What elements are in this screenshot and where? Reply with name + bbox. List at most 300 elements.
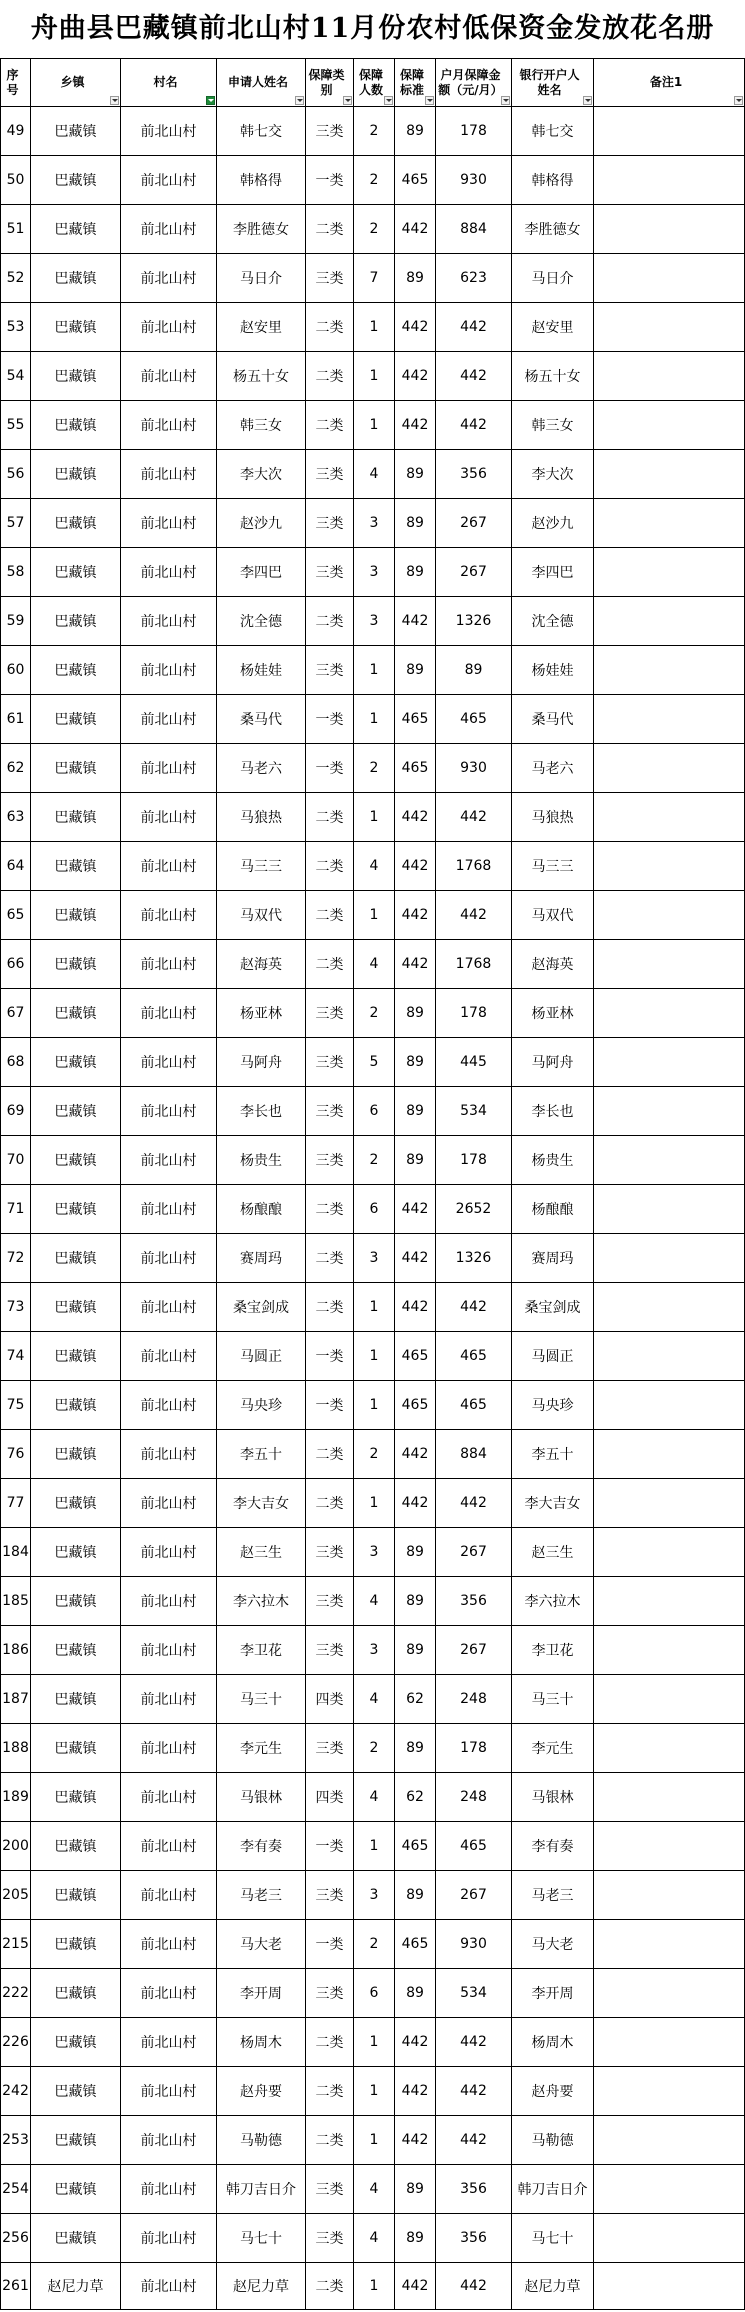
village-cell: 前北山村: [121, 793, 217, 842]
header-row: [1, 59, 745, 107]
standard-cell: 442: [395, 2263, 436, 2310]
remark-cell: [594, 2263, 745, 2310]
applicant-name-cell: 赵海英: [217, 940, 306, 989]
header-label: 序号: [6, 67, 19, 97]
amount-cell: 465: [436, 1332, 512, 1381]
amount-cell: 1768: [436, 940, 512, 989]
persons-cell: 1: [354, 891, 395, 940]
persons-cell: 2: [354, 205, 395, 254]
serial-cell: 49: [1, 107, 31, 156]
account-holder-cell: 杨酿酿: [512, 1185, 594, 1234]
filter-dropdown-icon[interactable]: [583, 96, 592, 105]
amount-cell: 267: [436, 1626, 512, 1675]
filter-dropdown-icon[interactable]: [384, 96, 393, 105]
account-holder-cell: 李六拉木: [512, 1577, 594, 1626]
serial-cell: 62: [1, 744, 31, 793]
account-holder-cell: 赵安里: [512, 303, 594, 352]
table-row: [1, 156, 745, 205]
amount-cell: 248: [436, 1675, 512, 1724]
remark-cell: [594, 940, 745, 989]
remark-cell: [594, 1430, 745, 1479]
table-row: [1, 744, 745, 793]
township-cell: 巴藏镇: [31, 2165, 121, 2214]
standard-cell: 442: [395, 2067, 436, 2116]
table-row: [1, 1283, 745, 1332]
filter-dropdown-icon[interactable]: [343, 96, 352, 105]
category-cell: 四类: [306, 1773, 354, 1822]
serial-cell: 52: [1, 254, 31, 303]
account-holder-cell: 赵沙九: [512, 499, 594, 548]
standard-cell: 442: [395, 352, 436, 401]
amount-cell: 248: [436, 1773, 512, 1822]
standard-cell: 89: [395, 450, 436, 499]
applicant-name-cell: 李长也: [217, 1087, 306, 1136]
table-row: [1, 2067, 745, 2116]
persons-cell: 2: [354, 744, 395, 793]
category-cell: 二类: [306, 940, 354, 989]
table-row: [1, 1773, 745, 1822]
category-cell: 三类: [306, 989, 354, 1038]
persons-cell: 1: [354, 695, 395, 744]
township-cell: 巴藏镇: [31, 695, 121, 744]
remark-cell: [594, 1969, 745, 2018]
table-row: [1, 205, 745, 254]
remark-cell: [594, 1626, 745, 1675]
category-cell: 三类: [306, 548, 354, 597]
village-cell: 前北山村: [121, 1283, 217, 1332]
amount-cell: 465: [436, 1381, 512, 1430]
header-label: 备注1: [649, 75, 683, 89]
persons-cell: 1: [354, 2018, 395, 2067]
standard-cell: 62: [395, 1773, 436, 1822]
village-cell: 前北山村: [121, 2165, 217, 2214]
persons-cell: 3: [354, 1626, 395, 1675]
applicant-name-cell: 李五十: [217, 1430, 306, 1479]
standard-cell: 465: [395, 1381, 436, 1430]
applicant-name-cell: 李六拉木: [217, 1577, 306, 1626]
category-cell: 二类: [306, 842, 354, 891]
category-cell: 二类: [306, 1283, 354, 1332]
remark-cell: [594, 1577, 745, 1626]
table-row: [1, 646, 745, 695]
header-standard: [395, 59, 436, 107]
sheet-title: 舟曲县巴藏镇前北山村11月份农村低保资金发放花名册: [30, 13, 715, 44]
amount-cell: 623: [436, 254, 512, 303]
serial-cell: 187: [1, 1675, 31, 1724]
village-cell: 前北山村: [121, 303, 217, 352]
table-row: [1, 1136, 745, 1185]
active-filter-icon[interactable]: [206, 96, 215, 105]
applicant-name-cell: 杨贵生: [217, 1136, 306, 1185]
amount-cell: 465: [436, 695, 512, 744]
category-cell: 三类: [306, 1969, 354, 2018]
account-holder-cell: 杨贵生: [512, 1136, 594, 1185]
amount-cell: 442: [436, 793, 512, 842]
table-row: [1, 401, 745, 450]
account-holder-cell: 李胜德女: [512, 205, 594, 254]
filter-dropdown-icon[interactable]: [110, 96, 119, 105]
standard-cell: 89: [395, 499, 436, 548]
amount-cell: 178: [436, 989, 512, 1038]
table-row: [1, 1528, 745, 1577]
amount-cell: 267: [436, 499, 512, 548]
account-holder-cell: 马银林: [512, 1773, 594, 1822]
township-cell: 巴藏镇: [31, 744, 121, 793]
filter-dropdown-icon[interactable]: [295, 96, 304, 105]
township-cell: 巴藏镇: [31, 1969, 121, 2018]
remark-cell: [594, 1283, 745, 1332]
applicant-name-cell: 赵三生: [217, 1528, 306, 1577]
persons-cell: 1: [354, 2067, 395, 2116]
applicant-name-cell: 李卫花: [217, 1626, 306, 1675]
persons-cell: 6: [354, 1969, 395, 2018]
header-category: [306, 59, 354, 107]
village-cell: 前北山村: [121, 1234, 217, 1283]
category-cell: 三类: [306, 2165, 354, 2214]
standard-cell: 89: [395, 1871, 436, 1920]
table-body: [1, 107, 745, 2310]
village-cell: 前北山村: [121, 1675, 217, 1724]
village-cell: 前北山村: [121, 1087, 217, 1136]
serial-cell: 55: [1, 401, 31, 450]
filter-dropdown-icon[interactable]: [734, 96, 743, 105]
remark-cell: [594, 2116, 745, 2165]
standard-cell: 465: [395, 1822, 436, 1871]
remark-cell: [594, 1528, 745, 1577]
persons-cell: 6: [354, 1087, 395, 1136]
standard-cell: 465: [395, 156, 436, 205]
township-cell: 巴藏镇: [31, 303, 121, 352]
serial-cell: 72: [1, 1234, 31, 1283]
persons-cell: 3: [354, 548, 395, 597]
category-cell: 二类: [306, 891, 354, 940]
applicant-name-cell: 杨亚林: [217, 989, 306, 1038]
account-holder-cell: 李元生: [512, 1724, 594, 1773]
amount-cell: 930: [436, 1920, 512, 1969]
remark-cell: [594, 842, 745, 891]
applicant-name-cell: 杨五十女: [217, 352, 306, 401]
persons-cell: 3: [354, 1234, 395, 1283]
table-row: [1, 842, 745, 891]
applicant-name-cell: 杨周木: [217, 2018, 306, 2067]
persons-cell: 1: [354, 793, 395, 842]
remark-cell: [594, 254, 745, 303]
header-label: 银行开户人姓名: [519, 67, 580, 97]
account-holder-cell: 赵尼力草: [512, 2263, 594, 2310]
category-cell: 二类: [306, 2067, 354, 2116]
category-cell: 二类: [306, 793, 354, 842]
table-row: [1, 1479, 745, 1528]
account-holder-cell: 马狼热: [512, 793, 594, 842]
persons-cell: 1: [354, 1822, 395, 1871]
account-holder-cell: 沈全德: [512, 597, 594, 646]
serial-cell: 58: [1, 548, 31, 597]
village-cell: 前北山村: [121, 401, 217, 450]
applicant-name-cell: 李开周: [217, 1969, 306, 2018]
amount-cell: 445: [436, 1038, 512, 1087]
township-cell: 巴藏镇: [31, 891, 121, 940]
serial-cell: 63: [1, 793, 31, 842]
remark-cell: [594, 891, 745, 940]
standard-cell: 442: [395, 891, 436, 940]
serial-cell: 75: [1, 1381, 31, 1430]
serial-cell: 76: [1, 1430, 31, 1479]
village-cell: 前北山村: [121, 1724, 217, 1773]
remark-cell: [594, 989, 745, 1038]
category-cell: 三类: [306, 1087, 354, 1136]
table-row: [1, 1969, 745, 2018]
amount-cell: 356: [436, 1577, 512, 1626]
applicant-name-cell: 李元生: [217, 1724, 306, 1773]
account-holder-cell: 韩三女: [512, 401, 594, 450]
persons-cell: 3: [354, 597, 395, 646]
serial-cell: 185: [1, 1577, 31, 1626]
category-cell: 三类: [306, 646, 354, 695]
applicant-name-cell: 韩三女: [217, 401, 306, 450]
applicant-name-cell: 马七十: [217, 2214, 306, 2263]
remark-cell: [594, 1773, 745, 1822]
amount-cell: 442: [436, 303, 512, 352]
table-row: [1, 254, 745, 303]
applicant-name-cell: 马大老: [217, 1920, 306, 1969]
applicant-name-cell: 桑宝剑成: [217, 1283, 306, 1332]
standard-cell: 465: [395, 695, 436, 744]
township-cell: 巴藏镇: [31, 940, 121, 989]
village-cell: 前北山村: [121, 1185, 217, 1234]
persons-cell: 1: [354, 1381, 395, 1430]
category-cell: 一类: [306, 695, 354, 744]
amount-cell: 442: [436, 891, 512, 940]
township-cell: 巴藏镇: [31, 1822, 121, 1871]
persons-cell: 2: [354, 1430, 395, 1479]
township-cell: 巴藏镇: [31, 842, 121, 891]
amount-cell: 442: [436, 1283, 512, 1332]
township-cell: 巴藏镇: [31, 1332, 121, 1381]
amount-cell: 442: [436, 2116, 512, 2165]
township-cell: 巴藏镇: [31, 1136, 121, 1185]
persons-cell: 4: [354, 450, 395, 499]
persons-cell: 1: [354, 1332, 395, 1381]
serial-cell: 200: [1, 1822, 31, 1871]
header-township: [31, 59, 121, 107]
serial-cell: 186: [1, 1626, 31, 1675]
category-cell: 二类: [306, 1185, 354, 1234]
standard-cell: 442: [395, 1185, 436, 1234]
account-holder-cell: 桑马代: [512, 695, 594, 744]
header-label: 保障标准: [399, 67, 424, 97]
persons-cell: 1: [354, 2263, 395, 2310]
village-cell: 前北山村: [121, 205, 217, 254]
standard-cell: 442: [395, 303, 436, 352]
remark-cell: [594, 1675, 745, 1724]
remark-cell: [594, 1822, 745, 1871]
standard-cell: 465: [395, 1332, 436, 1381]
applicant-name-cell: 马勒德: [217, 2116, 306, 2165]
account-holder-cell: 杨五十女: [512, 352, 594, 401]
township-cell: 巴藏镇: [31, 1430, 121, 1479]
category-cell: 二类: [306, 352, 354, 401]
township-cell: 巴藏镇: [31, 793, 121, 842]
account-holder-cell: 李五十: [512, 1430, 594, 1479]
serial-cell: 67: [1, 989, 31, 1038]
village-cell: 前北山村: [121, 695, 217, 744]
standard-cell: 89: [395, 2214, 436, 2263]
remark-cell: [594, 1920, 745, 1969]
table-row: [1, 940, 745, 989]
category-cell: 三类: [306, 1871, 354, 1920]
table-row: [1, 1920, 745, 1969]
persons-cell: 4: [354, 1577, 395, 1626]
standard-cell: 89: [395, 989, 436, 1038]
village-cell: 前北山村: [121, 646, 217, 695]
serial-cell: 215: [1, 1920, 31, 1969]
table-row: [1, 2263, 745, 2310]
township-cell: 巴藏镇: [31, 1283, 121, 1332]
amount-cell: 1326: [436, 597, 512, 646]
amount-cell: 534: [436, 1969, 512, 2018]
standard-cell: 442: [395, 1430, 436, 1479]
amount-cell: 442: [436, 352, 512, 401]
category-cell: 三类: [306, 2214, 354, 2263]
remark-cell: [594, 646, 745, 695]
serial-cell: 188: [1, 1724, 31, 1773]
category-cell: 三类: [306, 1724, 354, 1773]
account-holder-cell: 马老三: [512, 1871, 594, 1920]
remark-cell: [594, 499, 745, 548]
account-holder-cell: 李卫花: [512, 1626, 594, 1675]
standard-cell: 89: [395, 1136, 436, 1185]
amount-cell: 267: [436, 548, 512, 597]
table-row: [1, 1871, 745, 1920]
applicant-name-cell: 韩刀吉日介: [217, 2165, 306, 2214]
standard-cell: 89: [395, 548, 436, 597]
category-cell: 三类: [306, 1136, 354, 1185]
applicant-name-cell: 马央珍: [217, 1381, 306, 1430]
category-cell: 一类: [306, 1381, 354, 1430]
applicant-name-cell: 马双代: [217, 891, 306, 940]
remark-cell: [594, 2214, 745, 2263]
filter-dropdown-icon[interactable]: [501, 96, 510, 105]
serial-cell: 50: [1, 156, 31, 205]
header-applicant: [217, 59, 306, 107]
remark-cell: [594, 1136, 745, 1185]
applicant-name-cell: 马日介: [217, 254, 306, 303]
serial-cell: 184: [1, 1528, 31, 1577]
account-holder-cell: 马大老: [512, 1920, 594, 1969]
amount-cell: 1326: [436, 1234, 512, 1283]
amount-cell: 178: [436, 1724, 512, 1773]
table-row: [1, 1626, 745, 1675]
persons-cell: 4: [354, 1675, 395, 1724]
account-holder-cell: 杨亚林: [512, 989, 594, 1038]
serial-cell: 60: [1, 646, 31, 695]
township-cell: 巴藏镇: [31, 646, 121, 695]
amount-cell: 534: [436, 1087, 512, 1136]
account-holder-cell: 赛周玛: [512, 1234, 594, 1283]
village-cell: 前北山村: [121, 842, 217, 891]
serial-cell: 54: [1, 352, 31, 401]
township-cell: 巴藏镇: [31, 1626, 121, 1675]
persons-cell: 1: [354, 1479, 395, 1528]
amount-cell: 1768: [436, 842, 512, 891]
amount-cell: 356: [436, 450, 512, 499]
township-cell: 巴藏镇: [31, 548, 121, 597]
category-cell: 一类: [306, 1822, 354, 1871]
header-account-holder: [512, 59, 594, 107]
village-cell: 前北山村: [121, 1626, 217, 1675]
applicant-name-cell: 马银林: [217, 1773, 306, 1822]
remark-cell: [594, 352, 745, 401]
table-row: [1, 891, 745, 940]
table-row: [1, 1234, 745, 1283]
persons-cell: 7: [354, 254, 395, 303]
township-cell: 巴藏镇: [31, 1234, 121, 1283]
standard-cell: 89: [395, 1969, 436, 2018]
remark-cell: [594, 1185, 745, 1234]
village-cell: 前北山村: [121, 940, 217, 989]
table-row: [1, 695, 745, 744]
remark-cell: [594, 744, 745, 793]
village-cell: 前北山村: [121, 2116, 217, 2165]
table-row: [1, 1577, 745, 1626]
amount-cell: 442: [436, 2018, 512, 2067]
persons-cell: 1: [354, 2116, 395, 2165]
persons-cell: 3: [354, 1871, 395, 1920]
village-cell: 前北山村: [121, 2263, 217, 2310]
table-row: [1, 989, 745, 1038]
category-cell: 二类: [306, 1479, 354, 1528]
serial-cell: 205: [1, 1871, 31, 1920]
category-cell: 一类: [306, 156, 354, 205]
village-cell: 前北山村: [121, 352, 217, 401]
persons-cell: 2: [354, 1724, 395, 1773]
standard-cell: 89: [395, 1577, 436, 1626]
header-label: 村名: [153, 75, 178, 89]
filter-dropdown-icon[interactable]: [425, 96, 434, 105]
village-cell: 前北山村: [121, 1479, 217, 1528]
remark-cell: [594, 303, 745, 352]
category-cell: 二类: [306, 1234, 354, 1283]
account-holder-cell: 马双代: [512, 891, 594, 940]
serial-cell: 189: [1, 1773, 31, 1822]
category-cell: 二类: [306, 401, 354, 450]
persons-cell: 3: [354, 1528, 395, 1577]
township-cell: 巴藏镇: [31, 1871, 121, 1920]
remark-cell: [594, 1038, 745, 1087]
category-cell: 二类: [306, 2263, 354, 2310]
category-cell: 三类: [306, 254, 354, 303]
village-cell: 前北山村: [121, 1038, 217, 1087]
account-holder-cell: 韩七交: [512, 107, 594, 156]
serial-cell: 73: [1, 1283, 31, 1332]
village-cell: 前北山村: [121, 1430, 217, 1479]
township-cell: 巴藏镇: [31, 254, 121, 303]
remark-cell: [594, 1234, 745, 1283]
village-cell: 前北山村: [121, 156, 217, 205]
account-holder-cell: 马阿舟: [512, 1038, 594, 1087]
applicant-name-cell: 李四巴: [217, 548, 306, 597]
account-holder-cell: 马三三: [512, 842, 594, 891]
account-holder-cell: 马圆正: [512, 1332, 594, 1381]
village-cell: 前北山村: [121, 1822, 217, 1871]
standard-cell: 442: [395, 1479, 436, 1528]
standard-cell: 442: [395, 597, 436, 646]
category-cell: 三类: [306, 499, 354, 548]
standard-cell: 442: [395, 401, 436, 450]
persons-cell: 4: [354, 842, 395, 891]
township-cell: 巴藏镇: [31, 2067, 121, 2116]
amount-cell: 930: [436, 156, 512, 205]
